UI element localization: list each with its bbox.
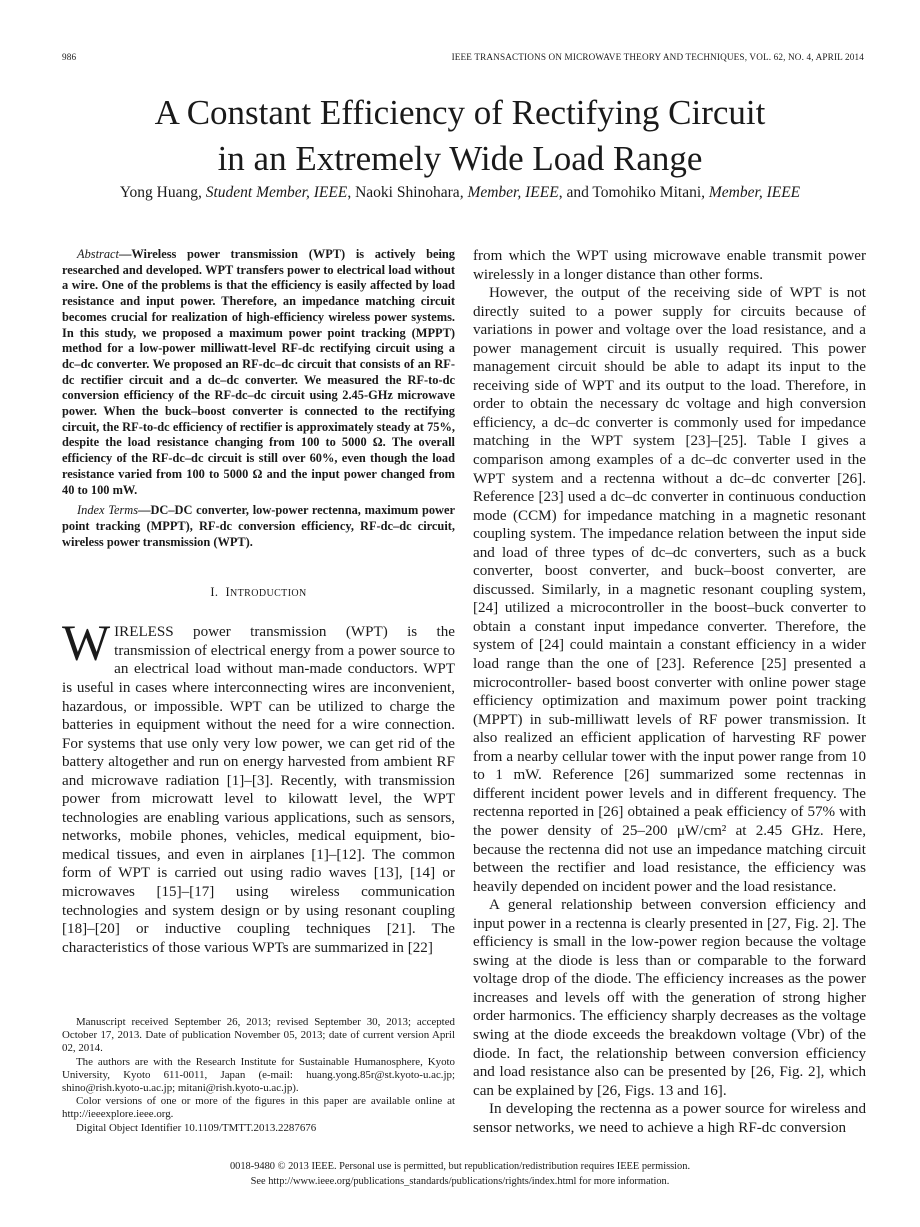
- drop-cap: W: [62, 616, 111, 673]
- left-column: [62, 247, 455, 957]
- index-terms-text: —DC–DC converter, low-power rectenna, maximum power point tracking (MPPT), RF-dc conversion efficiency, RF-dc–dc circuit, wireless power transmission (WPT).: [62, 503, 455, 549]
- paragraph: In developing the rectenna as a power source for wireless and sensor networks, we need to achieve a high RF-dc conversion: [473, 1101, 866, 1136]
- abstract-label: Abstract: [77, 247, 119, 261]
- footnote-manuscript: Manuscript received September 26, 2013; revised September 30, 2013; accepted October 17, 2013. Date of publication November 05, 2013; date of current version April 02, 2014.: [62, 1016, 455, 1055]
- section-heading-introduction: [62, 585, 455, 600]
- author-3: Tomohiko Mitani: [592, 184, 702, 201]
- right-column: [473, 247, 866, 1137]
- rights-link-line: See http://www.ieee.org/publications_standards/publications/rights/index.html for more information.: [250, 1175, 670, 1187]
- intro-text: IRELESS power transmission (WPT) is the transmission of electrical energy from a power source to an electrical load without man-made conductors. WPT is useful in cases where interconnecting wires are inconvenient, hazardous, or impossible. WPT can be utilized to charge the batteries in equipment without the need for a wire connection. For systems that use only very low power, we can get rid of the battery altogether and run on energy harvested from ambient RF and microwave radiation [1]–[3]. Recently, with transmission power from microwatt level to kilowatt level, the WPT technologies are enabling various applications, such as sensors, networks, mobile phones, vehicles, medical equipment, bio-medical tissues, and even in airplanes [1]–[12]. The common form of WPT is carried out using radio waves [13], [14] or microwaves [15]–[17] using wireless communication technologies and system design or by using resonant coupling [18]–[20] or inductive coupling techniques [21]. The characteristics of those various WPTs are summarized in [22]: [62, 624, 455, 956]
- index-terms-label: Index Terms: [77, 503, 139, 518]
- copyright-footer: [0, 1160, 920, 1189]
- author-2-role: , Member, IEEE: [459, 184, 559, 201]
- paper-title: [0, 90, 920, 182]
- author-1: Yong Huang: [119, 184, 198, 201]
- footnote-color-versions: Color versions of one or more of the figures in this paper are available online at http://ieeexplore.ieee.org.: [62, 1095, 455, 1121]
- title-line-1: A Constant Efficiency of Rectifying Circuit: [154, 93, 766, 132]
- footnote-affiliation: The authors are with the Research Institute for Sustainable Humanosphere, Kyoto University, Kyoto 611-0011, Japan (e-mail: huang.yong.85r@st.kyoto-u.ac.jp; shino@rish.kyoto-u.ac.jp; mitani@rish.kyoto-u.ac.jp).: [62, 1055, 455, 1095]
- paragraph: A general relationship between conversion efficiency and input power in a rectenna is clearly presented in [27, Fig. 2]. The efficiency is small in the low-power region because the voltage swing at the diode is less than or comparable to the forward voltage drop of the diode. The efficiency increases as the power increases and levels off with the generation of strong higher order harmonics. The efficiency sharply decreases as the voltage swing at the diode exceeds the breakdown voltage (Vbr) of the diode. In fact, the relationship between conversion efficiency and load resistance also can be presented by [26, Fig. 2], which can be explained by [26, Figs. 13 and 16].: [473, 897, 866, 1099]
- author-1-role: , Student Member, IEEE: [197, 184, 348, 201]
- author-3-role: , Member, IEEE: [701, 184, 801, 201]
- journal-name: IEEE TRANSACTIONS ON MICROWAVE THEORY AND TECHNIQUES, VOL. 62, NO. 4, APRIL 2014: [451, 52, 864, 62]
- section-title-rest: NTRODUCTION: [230, 588, 307, 600]
- section-title-cap: I: [225, 585, 231, 600]
- paragraph: from which the WPT using microwave enable transmit power wirelessly in a longer distance than other forms.: [473, 248, 866, 283]
- abstract-text: —Wireless power transmission (WPT) is actively being researched and developed. WPT transfers power to electrical load without a wire. One of the problems is that the efficiency is easily affected by load resistance and input power. Therefore, an impedance matching circuit becomes crucial for realization of high-efficiency wireless power systems. In this study, we proposed a maximum power point tracking (MPPT) method for a low-power milliwatt-level RF-dc rectifying circuit using a dc–dc converter. We proposed an RF-dc–dc circuit that consists of an RF-dc rectifier circuit and a dc–dc converter. We measured the RF-to-dc conversion efficiency of the RF-dc–dc circuit using 2.45-GHz microwave power. When the buck–boost converter is connected to the rectifying circuit, the RF-to-dc efficiency of rectifier is approximately steady at 75%, despite the load resistance changing from 100 to 5000 Ω. The overall efficiency of the RF-dc–dc circuit is still over 60%, even though the load resistance varied from 100 to 5000 Ω and the input power changed from 40 to 100 mW.: [62, 247, 455, 497]
- title-line-2: in an Extremely Wide Load Range: [217, 139, 703, 178]
- copyright-line: 0018-9480 © 2013 IEEE. Personal use is permitted, but republication/redistribution requires IEEE permission.: [229, 1161, 691, 1172]
- paragraph: However, the output of the receiving side of WPT is not directly suited to a power supply for circuits because of variations in power and voltage over the load resistance, and a power management circuit is usually required. This power management circuit should be able to adapt its input to the receiving side of WPT and its output to the load. Therefore, in order to obtain the necessary dc voltage and high conversion efficiency, a dc–dc converter is commonly used for impedance matching in the WPT system [23]–[25]. Table I gives a comparison among examples of a dc–dc converter used in the WPT system and a rectenna without a dc–dc converter [26]. Reference [23] used a dc–dc converter in continuous conduction mode (CCM) for impedance matching in a magnetic resonant coupling system. The impedance relation between the input side and load of three types of dc–dc converters, such as a buck converter, boost converter, and buck–boost converter, are discussed. Similarly, in a magnetic resonant coupling system, [24] utilized a microcontroller in the boost–buck converter to obtain a constant input impedance converter. Therefore, the system of [24] could maintain a constant efficiency in a wider load range than the one of [23]. Reference [25] presented a microcontroller- based boost converter with online power stage efficiency optimization and maximum power point tracking (MPPT) in sub-milliwatt levels of RF power transmission. It also realized an efficient application of harvesting RF power from a nearby cellular tower with the input power range from 10 to 1 mW. Reference [26] summarized some rectennas in different incident power levels and in different frequency. The rectenna reported in [26] obtained a peak efficiency of 57% with the power density of 25–200 μW/cm² at 2.45 GHz. Here, because the rectenna did not use an impedance matching circuit between the rectifier and load resistance, the efficiency was heavily depended on incident power and the load resistance.: [473, 285, 866, 895]
- author-separator: ,: [347, 184, 356, 201]
- author-list: [0, 184, 920, 202]
- section-number: I.: [210, 585, 219, 600]
- intro-paragraph: [62, 616, 455, 957]
- author-separator: , and: [558, 184, 593, 201]
- page-number: 986: [62, 52, 77, 62]
- abstract: [62, 247, 455, 498]
- footnotes: [62, 1016, 455, 1135]
- index-terms: [62, 503, 455, 550]
- footnote-doi: Digital Object Identifier 10.1109/TMTT.2013.2287676: [76, 1121, 317, 1134]
- author-2: Naoki Shinohara: [355, 184, 460, 201]
